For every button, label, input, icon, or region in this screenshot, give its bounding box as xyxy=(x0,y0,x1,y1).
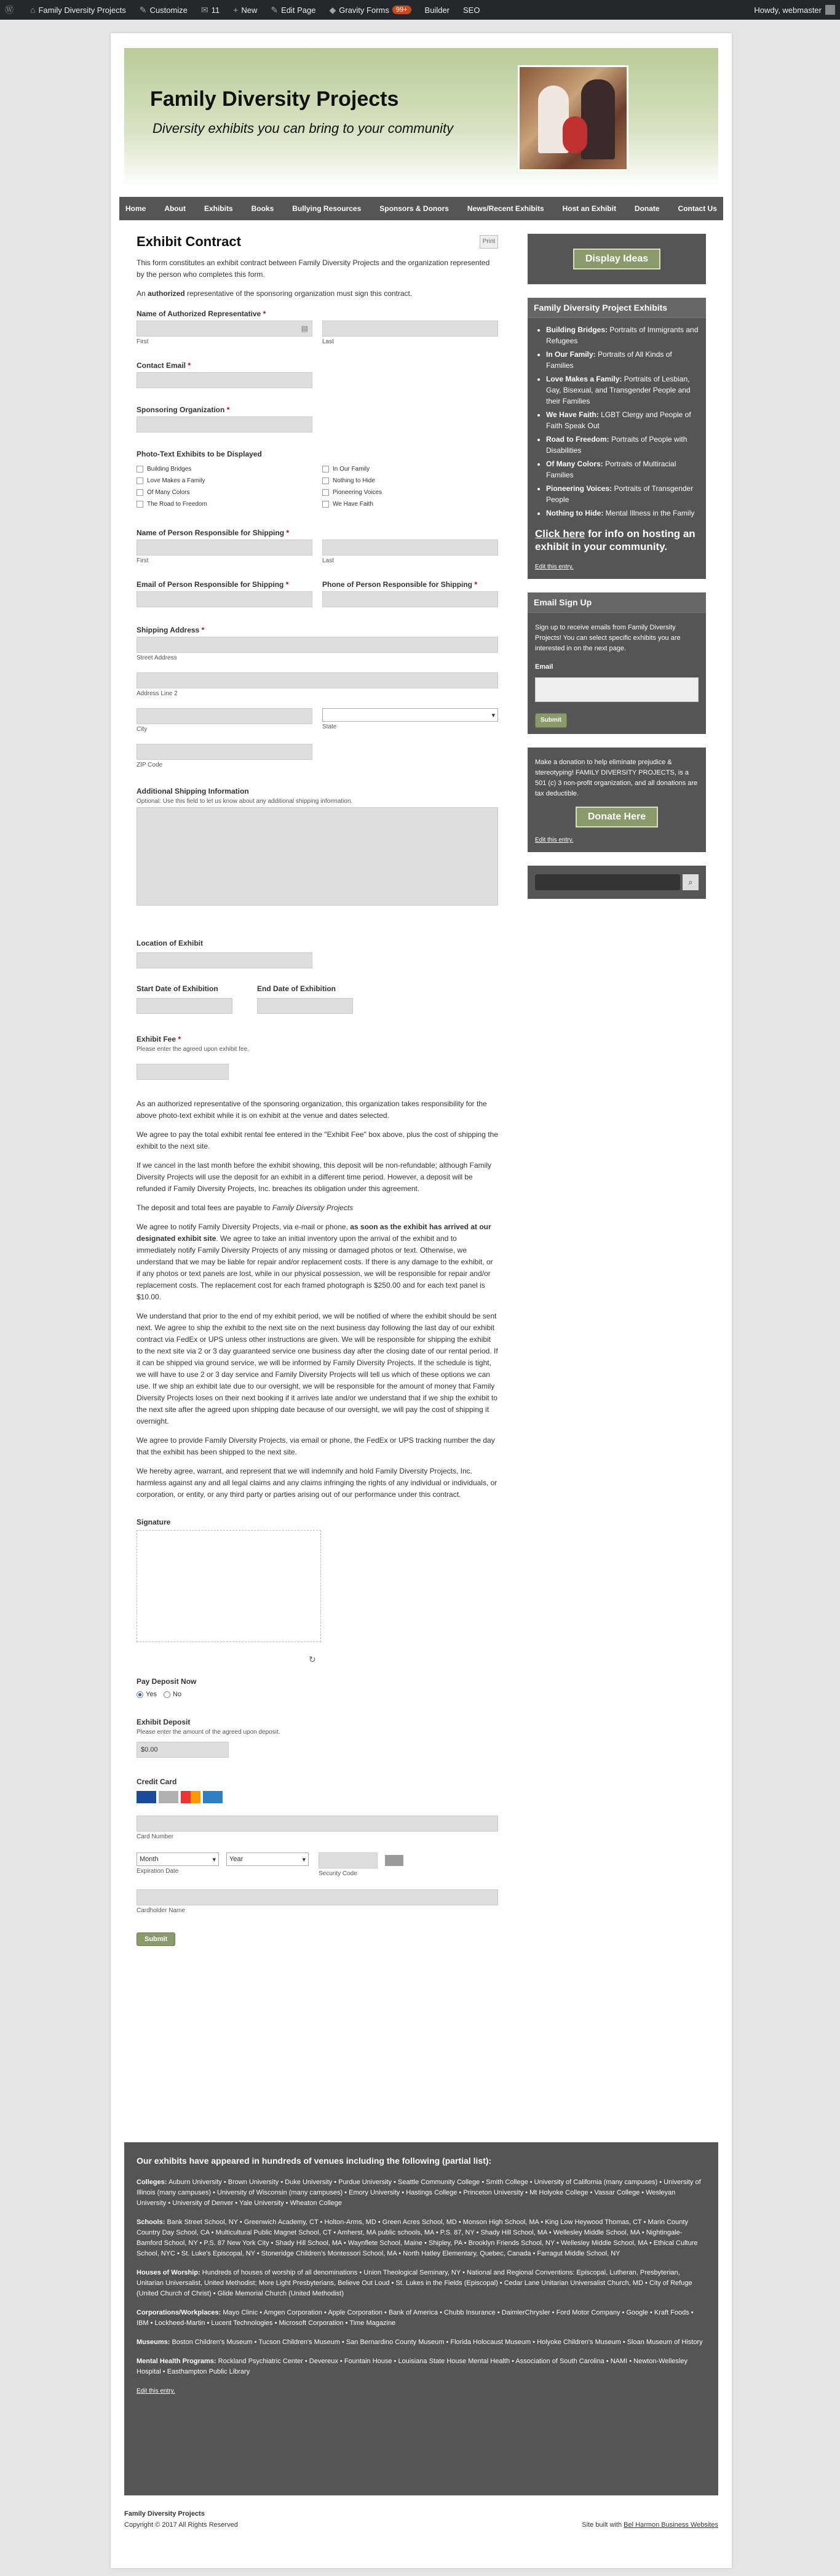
donate-widget: Make a donation to help eliminate prejudice & stereotyping! FAMILY DIVERSITY PROJECTS, is a 501 (c) 3 non-profit organization, and all donations are tax deductible. Donate Here Edit this entry. xyxy=(528,748,706,852)
field-contact-email: Contact Email * xyxy=(137,361,498,388)
admin-gravity-forms[interactable]: ◆ Gravity Forms 99+ xyxy=(329,5,411,15)
main-content xyxy=(137,234,498,1946)
chevron-down-icon: ▾ xyxy=(212,1856,216,1864)
chevron-down-icon: ▾ xyxy=(491,711,495,719)
field-pay-now: Pay Deposit Now Yes No xyxy=(137,1677,197,1698)
admin-new[interactable]: + New xyxy=(233,5,258,15)
auth-first-input[interactable] xyxy=(137,321,312,337)
security-code-input[interactable] xyxy=(319,1852,378,1868)
intro-text: This form constitutes an exhibit contract between Family Diversity Projects and the organization represented by the person who completes this form. xyxy=(137,258,490,279)
search-input[interactable] xyxy=(535,874,680,890)
nav-contact[interactable]: Contact Us xyxy=(678,204,717,213)
field-ship-person: Name of Person Responsible for Shipping * First Last xyxy=(137,528,498,564)
ship-last-input[interactable] xyxy=(322,540,498,556)
submit-button[interactable]: Submit xyxy=(137,1932,498,1946)
intro-authorized: An authorized representative of the sponsoring organization must sign this contract. xyxy=(137,289,413,298)
venues-box: Our exhibits have appeared in hundreds of venues including the following (partial list): Colleges: Auburn University • Brown University • Duke University • Purdue University • Seattle Community College • Smith College • University of California (many campuses) • University of Illinois (many campuses) • University of Wisconsin (many campuses) • Emory University • Hastings College • Princeton University • Mt Holyoke College • Vassar College • Wesleyan University • University of Denver • Yale University • Wheaton College Schools: Bank Street School, NY • Greenwich Academy, CT • Holton-Arms, MD • Green Acres School, MD • Monson High School, MA • King Low Heywood Thomas, CT • Marin County Country Day School, CA • Multicultural Public Magnet School, CT • Amherst, MA public schools, MA • P.S. 87, NY • Shady Hill School, MA • Wellesley Middle School, MA • Nightingale-Bamford School, NY • P.S. 87 New York City • Shady Hill School, MA • Waynflete School, Maine • Shipley, PA • Brooklyn Friends School, NY • Wellesley Middle School, MA • Ethical Culture School, NYC • St. Luke's Episcopal, NY • Stoneridge Children's Montessori School, MA • North Hatley Elementary, Quebec, Canada • Farragut Middle School, NY Houses of Worship: Hundreds of houses of worship of all denominations • Union Theological Seminary, NY • National and Regional Conventions: Episcopal, Lutheran, Presbyterian, Unitarian Universalist, United Methodist; More Light Presbyterians, Believe Out Loud • St. Lukes in the Fields (Episcopal) • Cedar Lane Unitarian Universalist Church, MD • City of Refuge (United Church of Christ) • Glide Memorial Church (United Methodist) Corporations/Workplaces: Mayo Clinic • Amgen Corporation • Apple Corporation • Bank of America • Chubb Insurance • DaimlerChrysler • Ford Motor Company • Google • Kraft Foods • IBM • Lockheed-Martin • Lucent Technologies • Microsoft Corporation • Time Magazine Museums: Boston Children's Museum • Tucson Children's Museum • San Bernardino County Museum • Florida Holocaust Museum • Holyoke Children's Museum • Sloan Museum of History Mental Health Programs: Rockland Psychiatric Center • Devereux • Fountain House • Louisiana State House Mental Health • Association of South Carolina • NAMI • Newton-Wellesley Hospital • Easthampton Public Library Edit this entry. xyxy=(124,2142,718,2495)
location-input[interactable] xyxy=(137,952,312,968)
nav-books[interactable]: Books xyxy=(251,204,274,213)
exhibit-checkbox[interactable]: Nothing to Hide xyxy=(322,477,498,484)
exhibit-checkbox[interactable]: We Have Faith xyxy=(322,501,498,508)
page-title: Exhibit Contract xyxy=(137,234,241,249)
plus-icon: + xyxy=(233,5,239,15)
field-exhibits: Photo-Text Exhibits to be Displayed Building Bridges Love Makes a Family Of Many Colors The Road to Freedom In Our Family Nothing to Hide Pioneering Voices We Have Faith xyxy=(137,450,498,512)
venue-list-item: Museums: Boston Children's Museum • Tucson Children's Museum • San Bernardino County Museum • Florida Holocaust Museum • Holyoke Children's Museum • Sloan Museum of History xyxy=(137,2339,703,2346)
brush-icon: ✎ xyxy=(139,4,147,15)
contact-card-icon: ▤ xyxy=(301,324,308,333)
nav-bullying[interactable]: Bullying Resources xyxy=(292,204,362,213)
donate-button[interactable]: Donate Here xyxy=(576,807,658,827)
field-signature: Signature ↻ xyxy=(137,1518,498,1665)
email-signup-widget: Email Sign Up Sign up to receive emails from Family Diversity Projects! You can select specific exhibits you are interested in on the next page. Email Submit xyxy=(528,592,706,734)
site-footer xyxy=(124,2510,718,2529)
site-tagline: Diversity exhibits you can bring to your community xyxy=(153,121,454,136)
display-ideas-widget xyxy=(528,234,706,284)
admin-builder[interactable]: Builder xyxy=(424,5,450,15)
main-nav xyxy=(119,197,723,220)
fee-input[interactable] xyxy=(137,1064,229,1080)
refresh-icon[interactable]: ↻ xyxy=(309,1654,316,1664)
footer-credit-link[interactable]: Bel Harmon Business Websites xyxy=(624,2521,718,2529)
exhibit-checkbox[interactable]: Of Many Colors xyxy=(137,489,312,496)
footer-copyright: Copyright © 2017 All Rights Reserved xyxy=(124,2521,238,2529)
exhibit-checkbox[interactable]: In Our Family xyxy=(322,466,498,473)
city-input[interactable] xyxy=(137,708,312,724)
nav-about[interactable]: About xyxy=(164,204,186,213)
amex-icon xyxy=(159,1791,178,1803)
nav-news[interactable]: News/Recent Exhibits xyxy=(467,204,544,213)
card-number-input[interactable] xyxy=(137,1816,498,1832)
ship-phone-input[interactable] xyxy=(322,591,498,607)
exhibits-widget: Family Diversity Project Exhibits • Building Bridges: Portraits of Immigrants and Refugees • In Our Family: Portraits of All Kinds of Families • Love Makes a Family: Portraits of Lesbian, Gay, Bisexual, and Transgender People and their Families • We Have Faith: LGBT Clergy and People of Faith Speak Out • Road to Freedom: Portraits of People with Disabilities • Of Many Colors: Portraits of Multiracial Families • Pioneering Voices: Portraits of Transgender People • Nothing to Hide: Mental Illness in the Family Click here for info on hosting an exhibit in your community. Edit this entry. xyxy=(528,298,706,579)
contact-email-input[interactable] xyxy=(137,372,312,388)
admin-howdy[interactable]: Howdy, webmaster xyxy=(754,5,835,15)
email-submit-button[interactable]: Submit xyxy=(535,713,567,728)
admin-updates[interactable]: ✉ 11 xyxy=(200,4,220,15)
visa-icon xyxy=(137,1791,156,1803)
field-auth-rep: Name of Authorized Representative * ▤ First Last xyxy=(137,309,498,345)
sidebar-exhibit-item[interactable]: • In Our Family: Portraits of All Kinds of Families xyxy=(546,349,699,371)
line2-input[interactable] xyxy=(137,672,498,688)
site-title[interactable]: Family Diversity Projects xyxy=(150,87,399,111)
venue-list-item: Mental Health Programs: Rockland Psychiatric Center • Devereux • Fountain House • Louisiana State House Mental Health • Association of South Carolina • NAMI • Newton-Wellesley Hospital • Easthampton Public Library xyxy=(137,2358,687,2375)
admin-seo[interactable]: SEO xyxy=(463,5,480,15)
year-select[interactable]: Year ▾ xyxy=(226,1852,309,1866)
edit-entry-link[interactable]: Edit this entry. xyxy=(137,2388,175,2395)
cvv-icon xyxy=(385,1855,403,1866)
header-photo xyxy=(518,65,628,171)
chevron-down-icon: ▾ xyxy=(302,1856,306,1864)
ship-first-input[interactable] xyxy=(137,540,312,556)
nav-host[interactable]: Host an Exhibit xyxy=(562,204,616,213)
ship-email-input[interactable] xyxy=(137,591,312,607)
home-icon: ⌂ xyxy=(30,5,36,15)
print-button[interactable]: Print xyxy=(480,235,498,249)
wordpress-icon: Ⓦ xyxy=(5,5,14,15)
host-exhibit-link[interactable]: Click here for info on hosting an exhibit in your community. xyxy=(535,528,695,552)
sidebar-exhibit-item[interactable]: • Road to Freedom: Portraits of People with Disabilities xyxy=(546,434,699,456)
venue-list-item: Schools: Bank Street School, NY • Greenwich Academy, CT • Holton-Arms, MD • Green Acres School, MD • Monson High School, MA • King Low Heywood Thomas, CT • Marin County Country Day School, CA • Multicultural Public Magnet School, CT • Amherst, MA public schools, MA • P.S. 87, NY • Shady Hill School, MA • Wellesley Middle School, MA • Nightingale-Bamford School, NY • P.S. 87 New York City • Shady Hill School, MA • Waynflete School, Maine • Shipley, PA • Brooklyn Friends School, NY • Wellesley Middle School, MA • Ethical Culture School, NYC • St. Luke's Episcopal, NY • Stoneridge Children's Montessori School, MA • North Hatley Elementary, Quebec, Canada • Farragut Middle School, NY xyxy=(137,2219,698,2257)
sidebar-exhibit-item[interactable]: • Nothing to Hide: Mental Illness in the Family xyxy=(546,508,699,519)
field-location: Location of Exhibit xyxy=(137,939,498,968)
search-icon[interactable]: ⌕ xyxy=(683,874,699,890)
admin-site-link[interactable]: ⌂ Family Diversity Projects xyxy=(30,5,126,15)
field-dates: Start Date of Exhibition End Date of Exhibition xyxy=(137,984,498,1014)
nav-exhibits[interactable]: Exhibits xyxy=(204,204,233,213)
admin-bar xyxy=(0,0,840,20)
admin-customize[interactable]: ✎ Customize xyxy=(139,4,188,15)
avatar xyxy=(825,5,835,15)
signature-pad[interactable] xyxy=(137,1530,321,1642)
comment-icon: ✉ xyxy=(200,4,208,15)
mastercard-icon xyxy=(181,1791,200,1803)
sidebar-exhibit-item[interactable]: • Building Bridges: Portraits of Immigrants and Refugees xyxy=(546,324,699,346)
venue-list-item: Colleges: Auburn University • Brown University • Duke University • Purdue University • Seattle Community College • Smith College • University of California (many campuses) • University of Illinois (many campuses) • University of Wisconsin (many campuses) • Emory University • Hastings College • Princeton University • Mt Holyoke College • Vassar College • Wesleyan University • University of Denver • Yale University • Wheaton College xyxy=(137,2179,701,2207)
page-container xyxy=(111,33,732,2568)
card-icons xyxy=(137,1791,498,1803)
field-additional-info: Additional Shipping Information Optional: Use this field to let us know about any additional shipping information. xyxy=(137,787,498,906)
state-select[interactable] xyxy=(322,708,498,722)
contract-terms: As an authorized representative of the sponsoring organization, this organization takes responsibility for the above photo-text exhibit while it is on exhibit at the venue and dates selected. We agree to pay the total exhibit rental fee entered in the "Exhibit Fee" box above, plus the cost of shipping the exhibit to the next site. If we cancel in the last month before the exhibit showing, this deposit will be non-refundable; although Family Diversity Projects will use the deposit for an exhibit in a different time period. However, a deposit will be refunded if Family Diversity Projects, Inc. breaches its obligation under this agreement. The deposit and total fees are payable to Family Diversity Projects We agree to notify Family Diversity Projects, via e-mail or phone, as soon as the exhibit has arrived at our designated exhibit site. We agree to take an initial inventory upon the arrival of the exhibit and to immediately notify Family Diversity Projects of any missing or damaged photos or text. Otherwise, we understand that we may be liable for repair and/or replacement costs. If there is any damage to the exhibit, or if any photos or text panels are lost, while in our physical possession, we will be responsible for repair and/or replacement costs. The replacement cost for each framed photograph is $250.00 and for each text panel is $10.00. We understand that prior to the end of my exhibit period, we will be notified of where the exhibit should be sent next. We agree to ship the exhibit to the next site on the next business day following the last day of our exhibit contract via FedEx or UPS unless other instructions are given. We will be responsible for shipping the exhibit to the next site via 2 or 3 day guaranteed service one business day after the closing date of our rental period. If it can be shipped via ground service, we will be informed by Family Diversity Projects. If the schedule is tight, we will have to use 2 or 3 day service and Family Diversity Projects will tell us which of these options we can use. If we ship an exhibit late due to our oversight, we will be responsible for the amount of money that Family Diversity Projects loses on their next booking if it arrives late and/or we understand that if we ship the exhibit to the next site after the agreed upon shipping date because of our oversight, we will pay the cost of shipping it overnight. We agree to provide Family Diversity Projects, via email or phone, the FedEx or UPS tracking number the day that the exhibit has been shipped to the next site. We hereby agree, warrant, and represent that we will indemnify and hold Family Diversity Projects, Inc. harmless against any and all legal claims and any claims infringing the rights of any individual or individuals, or corporation, or entity, or any third party or parties arising out of our performance under this contract. xyxy=(137,1099,498,1499)
start-date-input[interactable] xyxy=(137,998,232,1014)
admin-edit-page[interactable]: ✎ Edit Page xyxy=(271,4,316,15)
pay-no-radio[interactable]: No xyxy=(164,1691,181,1698)
zip-input[interactable] xyxy=(137,744,312,760)
venue-list-item: Houses of Worship: Hundreds of houses of worship of all denominations • Union Theological Seminary, NY • National and Regional Conventions: Episcopal, Lutheran, Presbyterian, Unitarian Universalist, United Methodist; More Light Presbyterians, Believe Out Loud • St. Lukes in the Fields (Episcopal) • Cedar Lane Unitarian Universalist Church, MD • City of Refuge (United Church of Christ) • Glide Memorial Church (United Methodist) xyxy=(137,2269,692,2297)
gravity-forms-icon: ◆ xyxy=(329,4,336,15)
sponsor-org-input[interactable] xyxy=(137,417,312,433)
nav-sponsors[interactable]: Sponsors & Donors xyxy=(379,204,449,213)
site-header xyxy=(124,48,718,187)
display-ideas-button[interactable]: Display Ideas xyxy=(573,249,660,269)
additional-info-textarea[interactable] xyxy=(137,807,498,906)
field-credit-card: Credit Card Card Number Month ▾ Year ▾ Expiration Date Security Code Cardholder Name xyxy=(137,1777,498,1914)
email-signup-input[interactable] xyxy=(535,677,699,702)
nav-donate[interactable]: Donate xyxy=(634,204,660,213)
venue-list-item: Corporations/Workplaces: Mayo Clinic • Amgen Corporation • Apple Corporation • Bank of America • Chubb Insurance • DaimlerChrysler • Ford Motor Company • Google • Kraft Foods • IBM • Lockheed-Martin • Lucent Technologies • Microsoft Corporation • Time Magazine xyxy=(137,2309,694,2327)
deposit-input[interactable]: $0.00 xyxy=(137,1742,229,1758)
nav-home[interactable]: Home xyxy=(125,204,146,213)
pencil-icon: ✎ xyxy=(271,4,279,15)
exhibit-checkbox[interactable]: The Road to Freedom xyxy=(137,501,312,508)
field-sponsor-org: Sponsoring Organization * xyxy=(137,405,498,433)
pay-yes-radio[interactable]: Yes xyxy=(137,1691,157,1698)
gravity-count-badge: 99+ xyxy=(392,6,411,14)
sidebar-exhibit-item[interactable]: • Love Makes a Family: Portraits of Lesbian, Gay, Bisexual, and Transgender People and their Families xyxy=(546,373,699,407)
exhibit-checkbox[interactable]: Pioneering Voices xyxy=(322,489,498,496)
exhibit-checkbox[interactable]: Love Makes a Family xyxy=(137,477,312,484)
exhibit-checkbox[interactable]: Building Bridges xyxy=(137,466,312,473)
wp-logo[interactable] xyxy=(5,4,17,16)
footer-site-name[interactable]: Family Diversity Projects xyxy=(124,2510,205,2518)
end-date-input[interactable] xyxy=(257,998,353,1014)
auth-last-input[interactable] xyxy=(322,321,498,337)
field-deposit: Exhibit Deposit Please enter the amount of the agreed upon deposit. $0.00 xyxy=(137,1718,498,1758)
sidebar-exhibit-item[interactable]: • Of Many Colors: Portraits of Multiracial Families xyxy=(546,458,699,481)
field-ship-contact: Email of Person Responsible for Shipping * Phone of Person Responsible for Shipping * xyxy=(137,580,498,607)
field-ship-address: Shipping Address * Street Address Address Line 2 City ▾ State ZIP Code xyxy=(137,626,498,768)
sidebar xyxy=(528,234,706,912)
month-select[interactable]: Month ▾ xyxy=(137,1852,219,1866)
street-input[interactable] xyxy=(137,637,498,653)
edit-entry-link[interactable]: Edit this entry. xyxy=(535,837,574,843)
edit-entry-link[interactable]: Edit this entry. xyxy=(535,564,574,570)
cardholder-input[interactable] xyxy=(137,1889,498,1905)
discover-icon xyxy=(203,1791,223,1803)
footer-credit: Site built with Bel Harmon Business Websites xyxy=(582,2521,718,2529)
search-widget xyxy=(528,866,706,899)
sidebar-exhibit-item[interactable]: • We Have Faith: LGBT Clergy and People of Faith Speak Out xyxy=(546,409,699,431)
field-fee: Exhibit Fee * Please enter the agreed upon exhibit fee. xyxy=(137,1035,498,1080)
sidebar-exhibit-item[interactable]: • Pioneering Voices: Portraits of Transgender People xyxy=(546,483,699,505)
